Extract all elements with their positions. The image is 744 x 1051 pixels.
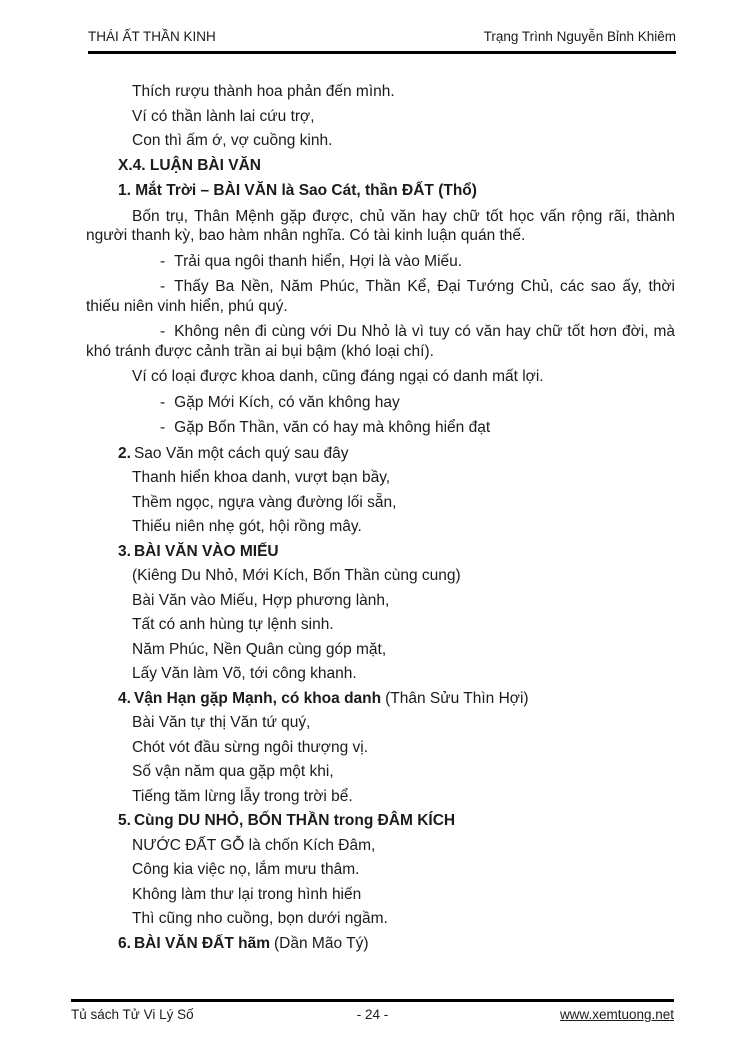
subsection-heading: 1. Mắt Trời – BÀI VĂN là Sao Cát, thần ĐẤT (Thổ): [118, 182, 477, 199]
dash-bullet: -: [160, 393, 166, 411]
heading-text: BÀI VĂN VÀO MIẾU: [133, 542, 279, 560]
verse-line: Thanh hiển khoa danh, vượt bạn bầy,: [132, 469, 391, 486]
dash-item: [86, 277, 675, 316]
numbered-heading: [86, 811, 675, 831]
heading-number: 3.: [118, 542, 131, 560]
numbered-heading: [86, 542, 675, 562]
header-book-title: THÁI ẤT THẦN KINH: [88, 29, 216, 44]
page-header: [88, 29, 676, 54]
header-author: Trạng Trình Nguyễn Bỉnh Khiêm: [483, 29, 676, 44]
verse-line: Công kia việc nọ, lắm mưu thâm.: [132, 861, 360, 878]
numbered-heading: [86, 934, 675, 954]
page-footer: [71, 999, 674, 1022]
heading-number: 6.: [118, 934, 131, 952]
heading-suffix: (Thân Sửu Thìn Hợi): [385, 689, 529, 707]
heading-text: Vận Hạn gặp Mạnh, có khoa danh: [133, 689, 382, 707]
verse-line: (Kiêng Du Nhỏ, Mới Kích, Bốn Thần cùng cung): [132, 567, 461, 584]
dash-item-text: Gặp Bốn Thần, văn có hay mà không hiển đạt: [174, 419, 491, 436]
numbered-heading: [86, 444, 675, 464]
verse-line: Ví có thần lành lai cứu trợ,: [132, 107, 315, 125]
verse-line: Bài Văn tự thị Văn tứ quý,: [132, 714, 311, 731]
dash-item-text: Không nên đi cùng với Du Nhỏ là vì tuy có văn hay chữ tốt hơn đời, mà khó tránh được cảnh trần ai bụi bậm (khó loại chí).: [86, 323, 675, 360]
footer-page-number: - 24 -: [356, 1007, 389, 1022]
heading-text: Cùng DU NHỎ, BỐN THẦN trong ĐÂM KÍCH: [133, 812, 456, 829]
dash-bullet: -: [160, 323, 166, 340]
heading-suffix: (Dần Mão Tý): [274, 934, 369, 952]
heading-number: 4.: [118, 689, 131, 707]
verse-line: Thì cũng nho cuồng, bọn dưới ngầm.: [132, 910, 388, 927]
verse-line: Thiếu niên nhẹ gót, hội rồng mây.: [132, 518, 362, 535]
verse-line: Năm Phúc, Nền Quân cùng góp mặt,: [132, 640, 387, 658]
dash-item-text: Gặp Mới Kích, có văn không hay: [174, 393, 400, 411]
verse-line: Bài Văn vào Miếu, Hợp phương lành,: [132, 591, 390, 609]
paragraph: Bốn trụ, Thân Mệnh gặp được, chủ văn hay chữ tốt học vấn rộng rãi, thành người thanh kỳ, bao hàm nhân nghĩa. Có tài kinh luận quán thế.: [86, 207, 675, 244]
dash-item: [86, 418, 675, 438]
heading-text: Sao Văn một cách quý sau đây: [133, 444, 349, 462]
paragraph: Ví có loại được khoa danh, cũng đáng ngại có danh mất lợi.: [132, 368, 544, 385]
dash-item: [86, 393, 675, 413]
section-heading: X.4. LUẬN BÀI VĂN: [118, 156, 261, 174]
dash-item-text: Thấy Ba Nền, Năm Phúc, Thần Kể, Đại Tướng Chủ, các sao ấy, thời thiếu niên vinh hiển, phú quý.: [86, 278, 675, 315]
dash-item-text: Trải qua ngôi thanh hiển, Hợi là vào Miếu.: [174, 252, 463, 270]
dash-bullet: -: [160, 278, 166, 295]
verse-line: NƯỚC ĐẤT GỖ là chốn Kích Đâm,: [132, 836, 376, 854]
page-body: [86, 82, 675, 958]
footer-website-link[interactable]: www.xemtuong.net: [559, 1007, 674, 1022]
footer-series-title: Tủ sách Tử Vi Lý Số: [71, 1007, 194, 1022]
verse-line: Thích rượu thành hoa phản đến mình.: [132, 83, 395, 100]
dash-bullet: -: [160, 419, 166, 436]
verse-line: Tất có anh hùng tự lệnh sinh.: [132, 616, 334, 633]
verse-line: Lấy Văn làm Võ, tới công khanh.: [132, 665, 357, 682]
verse-line: Số vận năm qua gặp một khi,: [132, 763, 334, 780]
verse-line: Tiếng tăm lừng lẫy trong trời bể.: [132, 787, 353, 805]
verse-line: Không làm thư lại trong hình hiến: [132, 885, 362, 903]
verse-line: Thềm ngọc, ngựa vàng đường lối sẵn,: [132, 493, 397, 511]
dash-item: [86, 252, 675, 272]
dash-bullet: -: [160, 252, 166, 270]
dash-item: [86, 322, 675, 361]
heading-number: 5.: [118, 812, 131, 829]
numbered-heading: [86, 689, 675, 709]
verse-line: Chót vót đầu sừng ngôi thượng vị.: [132, 738, 368, 756]
heading-number: 2.: [118, 444, 131, 462]
verse-line: Con thì ấm ớ, vợ cuồng kinh.: [132, 132, 333, 149]
heading-text: BÀI VĂN ĐẤT hãm: [133, 934, 271, 952]
